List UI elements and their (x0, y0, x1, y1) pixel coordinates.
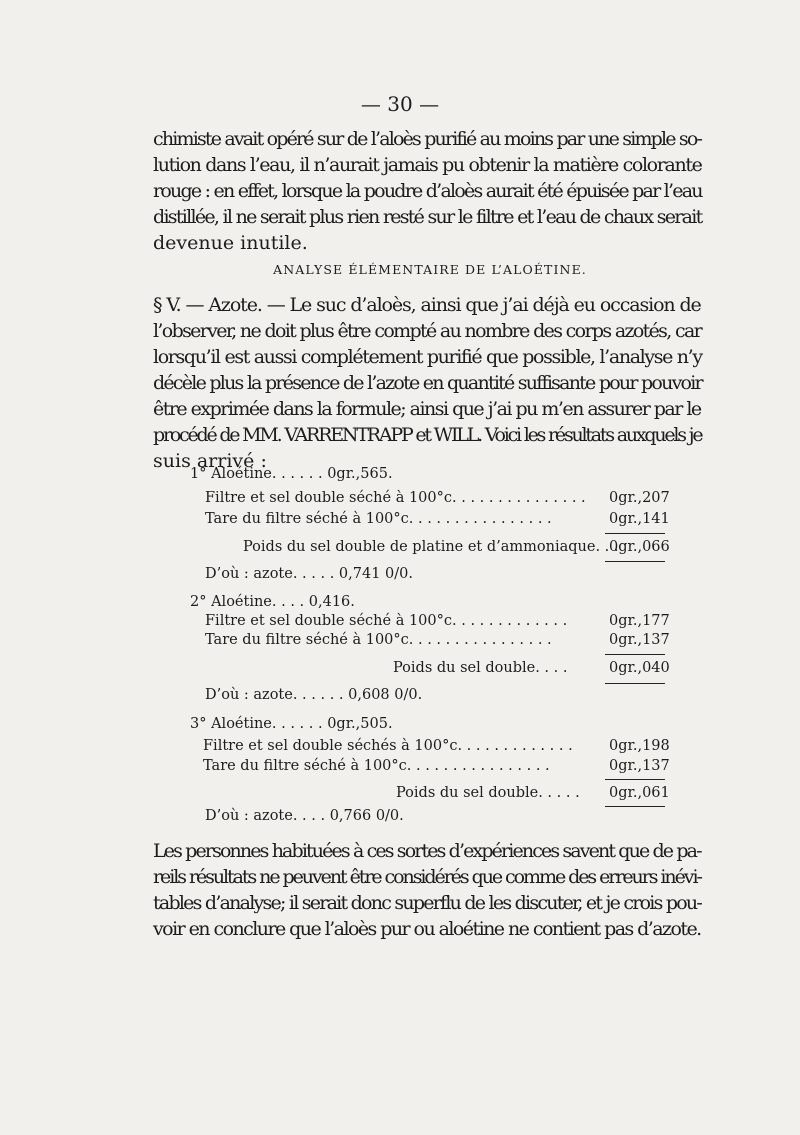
analysis-3-tare-value: 0gr.,137 (609, 758, 670, 774)
text-line: lorsqu’il est aussi complétement purifié que possible, l’analyse n’y (153, 346, 702, 368)
text-line: Les personnes habituées à ces sortes d’expériences savent que de pa- (153, 840, 701, 862)
analysis-2-filtre-value: 0gr.,177 (609, 613, 670, 629)
text-line: reils résultats ne peuvent être considérés que comme des erreurs inévi- (153, 866, 701, 888)
analysis-2-filtre-label: Filtre et sel double séché à 100°c. . . . . . . . . . . . . (205, 613, 568, 629)
text-line: décèle plus la présence de l’azote en quantité suffisante pour pouvoir (153, 372, 702, 394)
sum-rule (605, 561, 665, 562)
analysis-3-poids-value: 0gr.,061 (609, 785, 670, 801)
paragraph-conclusion (153, 838, 701, 942)
text-line: rouge : en effet, lorsque la poudre d’aloès aurait été épuisée par l’eau (153, 180, 702, 202)
text-line: distillée, il ne serait plus rien resté sur le filtre et l’eau de chaux serait (153, 206, 702, 228)
text-line: voir en conclure que l’aloès pur ou aloétine ne contient pas d’azote. (153, 918, 701, 940)
analysis-1-tare-value: 0gr.,141 (609, 511, 670, 527)
analysis-1-filtre-label: Filtre et sel double séché à 100°c. . . . . . . . . . . . . . . (205, 490, 586, 506)
paragraph-intro (153, 126, 701, 256)
analysis-3-filtre-label: Filtre et sel double séchés à 100°c. . . . . . . . . . . . . (203, 738, 573, 754)
text-line: chimiste avait opéré sur de l’aloès purifié au moins par une simple so- (153, 128, 702, 150)
sum-rule (605, 654, 665, 655)
sum-rule (605, 806, 665, 807)
analysis-2-poids-label: Poids du sel double. . . . (393, 660, 568, 676)
text-line: procédé de MM. VARRENTRAPP et WILL. Voici les résultats auxquels je (153, 424, 702, 446)
analysis-3-aloetine: 3° Aloétine. . . . . . 0gr.,505. (190, 716, 393, 732)
analysis-1-poids-label: Poids du sel double de platine et d’ammoniaque. . . (243, 539, 619, 555)
analysis-1-tare-label: Tare du filtre séché à 100°c. . . . . . . . . . . . . . . . (205, 511, 552, 527)
analysis-3-filtre-value: 0gr.,198 (609, 738, 670, 754)
page-number: — 30 — (360, 92, 440, 116)
text-line: tables d’analyse; il serait donc superflu de les discuter, et je crois pou- (153, 892, 702, 914)
analysis-1-aloetine: 1° Aloétine. . . . . . 0gr.,565. (190, 466, 393, 482)
section-heading: ANALYSE ÉLÉMENTAIRE DE L’ALOÉTINE. (273, 262, 587, 277)
analysis-1-filtre-value: 0gr.,207 (609, 490, 670, 506)
analysis-3-result: D’où : azote. . . . 0,766 0/0. (205, 808, 404, 824)
text-line: devenue inutile. (153, 232, 308, 254)
analysis-2-tare-label: Tare du filtre séché à 100°c. . . . . . . . . . . . . . . . (205, 632, 552, 648)
analysis-2-poids-value: 0gr.,040 (609, 660, 670, 676)
analysis-2-result: D’où : azote. . . . . . 0,608 0/0. (205, 687, 423, 703)
text-line: l’observer, ne doit plus être compté au nombre des corps azotés, car (153, 320, 702, 342)
sum-rule (605, 533, 665, 534)
paragraph-azote (153, 292, 701, 474)
analysis-3-poids-label: Poids du sel double. . . . . (396, 785, 580, 801)
analysis-2-aloetine: 2° Aloétine. . . . 0,416. (190, 594, 355, 610)
text-line: suis arrivé : (153, 450, 267, 472)
text-line: lution dans l’eau, il n’aurait jamais pu obtenir la matière colorante (153, 154, 702, 176)
analysis-1-result: D’où : azote. . . . . 0,741 0/0. (205, 566, 413, 582)
analysis-3-tare-label: Tare du filtre séché à 100°c. . . . . . . . . . . . . . . . (203, 758, 550, 774)
sum-rule (605, 683, 665, 684)
sum-rule (605, 779, 665, 780)
text-line: § V. — Azote. — Le suc d’aloès, ainsi que j’ai déjà eu occasion de (153, 294, 701, 316)
text-line: être exprimée dans la formule; ainsi que j’ai pu m’en assurer par le (153, 398, 701, 420)
analysis-2-tare-value: 0gr.,137 (609, 632, 670, 648)
analysis-1-poids-value: 0gr.,066 (609, 539, 670, 555)
